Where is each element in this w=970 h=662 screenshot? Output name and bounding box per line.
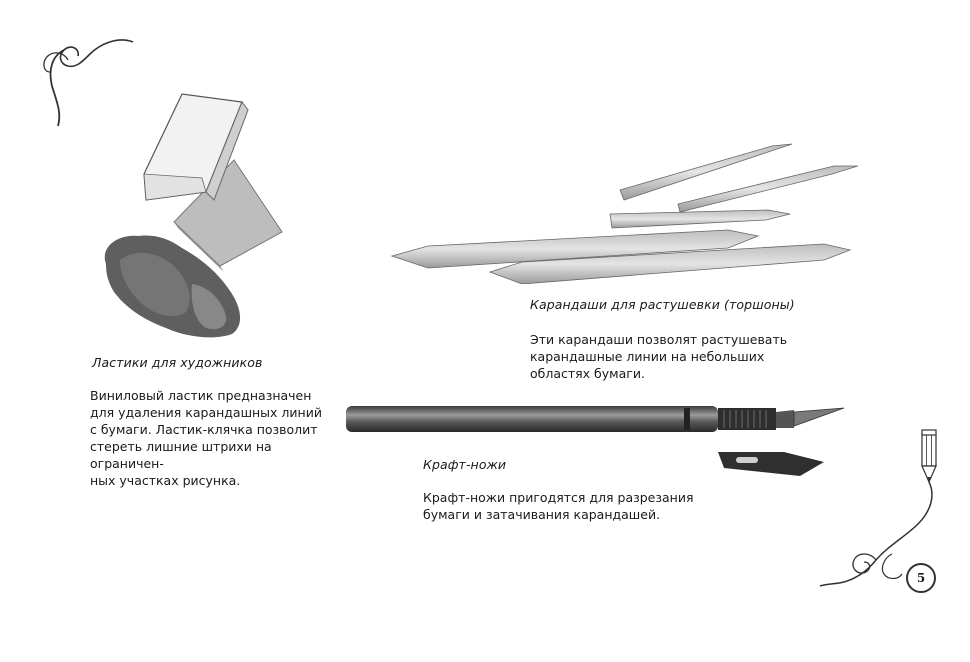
- craft-knife-photo: [344, 402, 848, 482]
- erasers-description: Виниловый ластик предназначен для удаления карандашных линий с бумаги. Ластик-клячка позволит стереть лишние штрихи на ограничен- ных участках рисунка.: [90, 388, 322, 488]
- stumps-caption: Карандаши для растушевки (торшоны): [530, 297, 795, 312]
- stumps-description: Эти карандаши позволят растушевать карандашные линии на небольших областях бумаги.: [530, 332, 788, 381]
- erasers-photo: [96, 88, 288, 344]
- erasers-caption: Ластики для художников: [92, 355, 263, 370]
- knives-caption: Крафт-ножи: [423, 457, 507, 472]
- blending-stumps-photo: [388, 138, 858, 284]
- page-number-badge: [906, 563, 936, 593]
- knives-description: Крафт-ножи пригодятся для разрезания бумаги и затачивания карандашей.: [423, 490, 694, 522]
- page-number: 5: [916, 571, 926, 585]
